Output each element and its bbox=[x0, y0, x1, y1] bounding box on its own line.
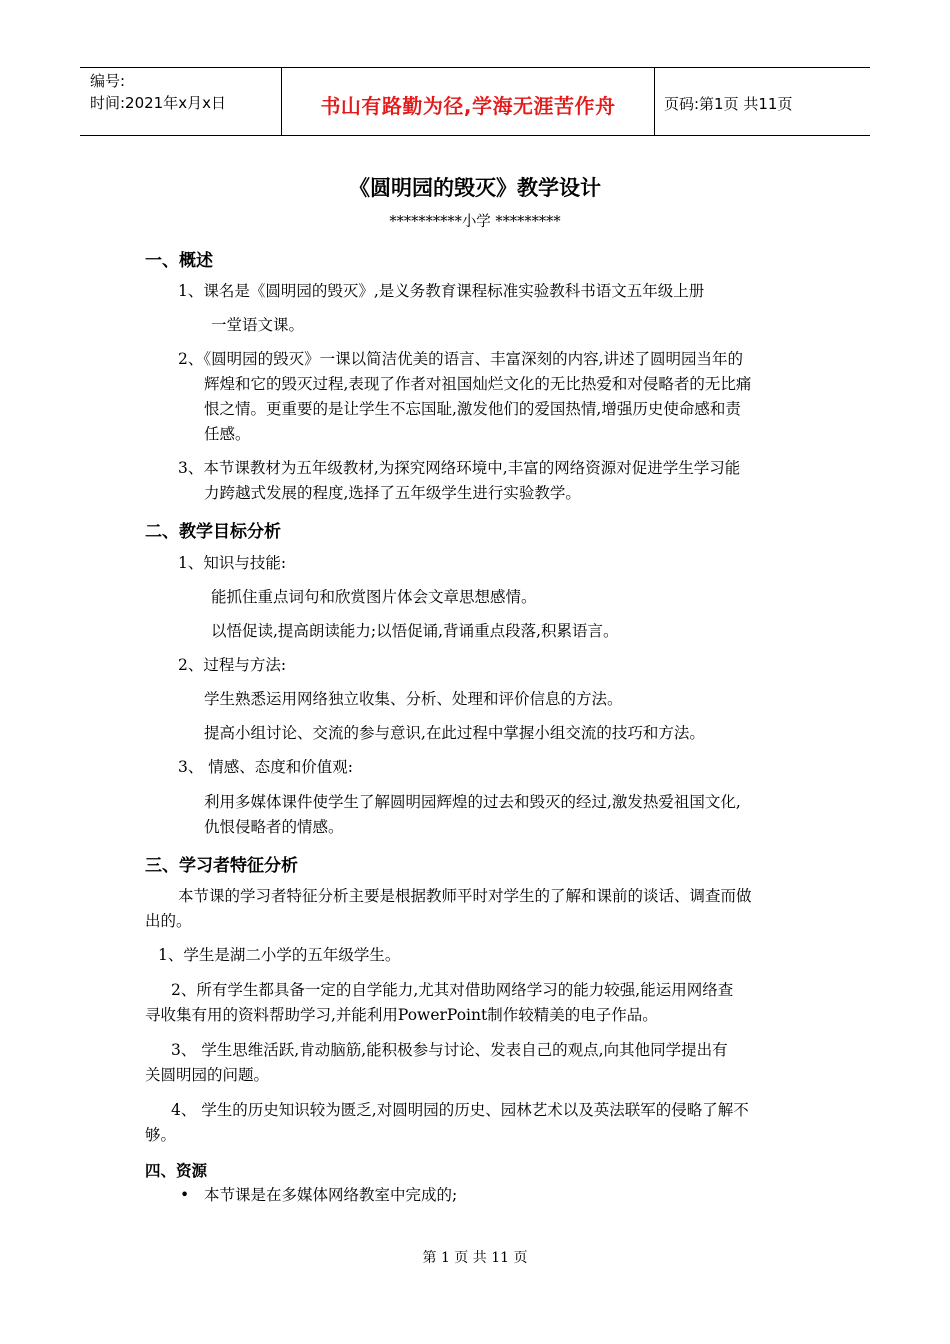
section-heading-resources: 四、资源 bbox=[145, 1162, 208, 1180]
resources-bullet-icon: • bbox=[180, 1186, 190, 1204]
time-label: 时间:2021年x月x日 bbox=[90, 94, 226, 112]
page-footer: 第 1 页 共 11 页 bbox=[422, 1250, 528, 1266]
learners-item-2-line2: 寻收集有用的资料帮助学习,并能利用PowerPoint制作较精美的电子作品。 bbox=[145, 1006, 658, 1024]
overview-p2-line4: 任感。 bbox=[204, 425, 251, 443]
learners-item-4-line1: 4、 学生的历史知识较为匮乏,对圆明园的历史、园林艺术以及英法联军的侵略了解不 bbox=[171, 1101, 749, 1119]
header-bottom-rule bbox=[80, 135, 870, 136]
learners-intro-line2: 出的。 bbox=[145, 912, 192, 930]
objectives-method-1: 学生熟悉运用网络独立收集、分析、处理和评价信息的方法。 bbox=[204, 690, 623, 708]
learners-item-3-line1: 3、 学生思维活跃,肯动脑筋,能积极参与讨论、发表自己的观点,向其他同学提出有 bbox=[171, 1041, 728, 1059]
learners-item-2-line1: 2、所有学生都具备一定的自学能力,尤其对借助网络学习的能力较强,能运用网络查 bbox=[171, 981, 734, 999]
objectives-knowledge-label: 1、知识与技能: bbox=[178, 554, 287, 572]
objectives-knowledge-2: 以悟促读,提高朗读能力;以悟促诵,背诵重点段落,积累语言。 bbox=[211, 622, 619, 640]
learners-item-1: 1、学生是湖二小学的五年级学生。 bbox=[158, 946, 401, 964]
header-divider-2 bbox=[654, 67, 655, 136]
overview-p2-line3: 恨之情。更重要的是让学生不忘国耻,激发他们的爱国热情,增强历史使命感和责 bbox=[204, 400, 741, 418]
section-heading-objectives: 二、教学目标分析 bbox=[145, 522, 281, 542]
learners-intro-line1: 本节课的学习者特征分析主要是根据教师平时对学生的了解和课前的谈话、调查而做 bbox=[178, 887, 752, 905]
objectives-method-label: 2、过程与方法: bbox=[178, 656, 287, 674]
header-top-rule bbox=[80, 67, 870, 68]
overview-p2-line2: 辉煌和它的毁灭过程,表现了作者对祖国灿烂文化的无比热爱和对侵略者的无比痛 bbox=[204, 375, 752, 393]
header-divider-1 bbox=[281, 67, 282, 136]
header-page-info: 页码:第1页 共11页 bbox=[664, 95, 793, 113]
overview-p3-line2: 力跨越式发展的程度,选择了五年级学生进行实验教学。 bbox=[204, 484, 581, 502]
section-heading-learners: 三、学习者特征分析 bbox=[145, 856, 298, 876]
objectives-emotion-line2: 仇恨侵略者的情感。 bbox=[204, 818, 344, 836]
objectives-knowledge-1: 能抓住重点词句和欣赏图片体会文章思想感情。 bbox=[211, 588, 537, 606]
number-label: 编号: bbox=[90, 72, 126, 90]
overview-p3-line1: 3、本节课教材为五年级教材,为探究网络环境中,丰富的网络资源对促进学生学习能 bbox=[178, 459, 741, 477]
overview-p2-line1: 2、《圆明园的毁灭》一课以简洁优美的语言、丰富深刻的内容,讲述了圆明园当年的 bbox=[178, 350, 744, 368]
resources-item-1: 本节课是在多媒体网络教室中完成的; bbox=[204, 1186, 458, 1204]
document-title: 《圆明园的毁灭》教学设计 bbox=[349, 176, 601, 200]
section-heading-overview: 一、概述 bbox=[145, 251, 213, 271]
learners-item-4-line2: 够。 bbox=[145, 1126, 177, 1144]
objectives-emotion-line1: 利用多媒体课件使学生了解圆明园辉煌的过去和毁灭的经过,激发热爱祖国文化, bbox=[204, 793, 741, 811]
objectives-emotion-label: 3、 情感、态度和价值观: bbox=[178, 758, 354, 776]
overview-p1-line1: 1、课名是《圆明园的毁灭》,是义务教育课程标准实验教科书语文五年级上册 bbox=[178, 282, 705, 300]
document-subtitle: **********小学 ********* bbox=[389, 214, 561, 230]
learners-item-3-line2: 关圆明园的问题。 bbox=[145, 1066, 270, 1084]
header-meta bbox=[90, 70, 226, 114]
header-motto: 书山有路勤为径,学海无涯苦作舟 bbox=[320, 94, 616, 118]
overview-p1-line2: 一堂语文课。 bbox=[211, 316, 305, 334]
objectives-method-2: 提高小组讨论、交流的参与意识,在此过程中掌握小组交流的技巧和方法。 bbox=[204, 724, 705, 742]
